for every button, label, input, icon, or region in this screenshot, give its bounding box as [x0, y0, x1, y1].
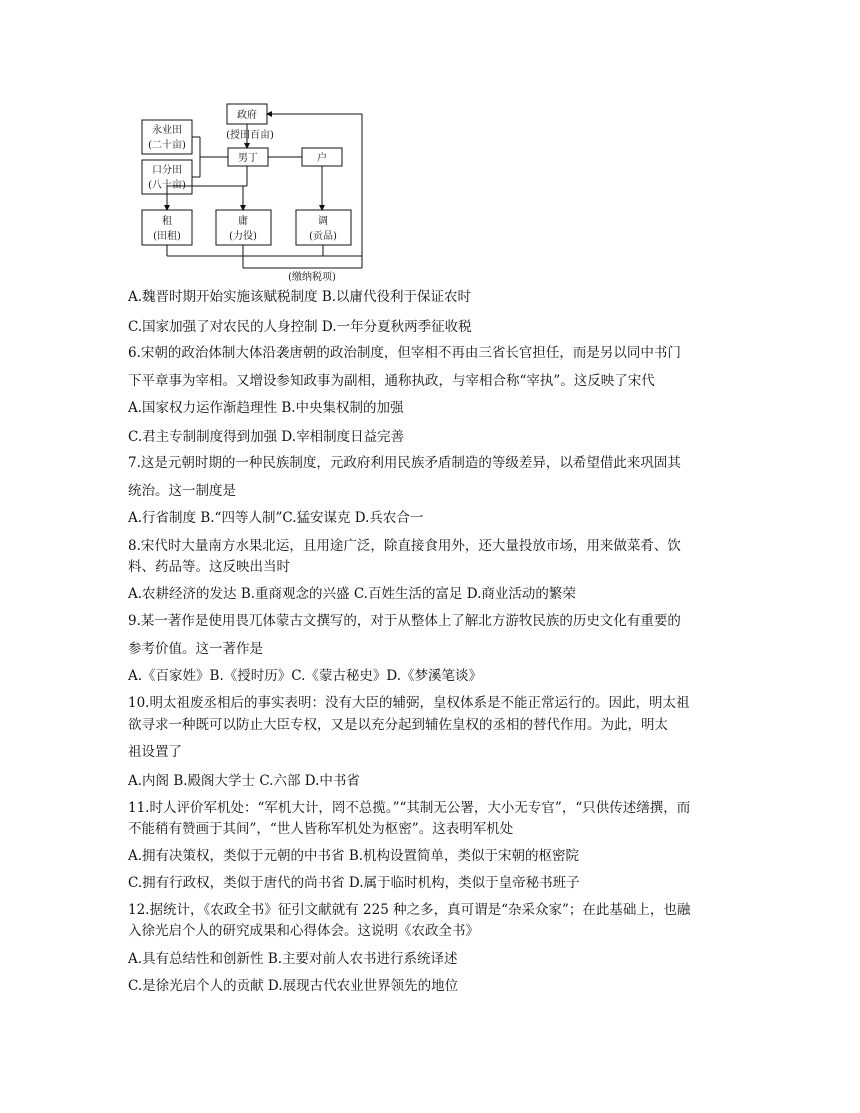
label-adult-male: 男丁: [238, 153, 258, 164]
label-zu-2: (田租): [153, 231, 181, 242]
text-line: 欲寻求一种既可以防止大臣专权，又是以充分起到辅佐皇权的丞相的替代作用。为此，明太: [128, 717, 668, 733]
text-line: C.是徐光启个人的贡献 D.展现古代农业世界领先的地位: [128, 978, 459, 994]
label-zu-1: 租: [162, 216, 172, 227]
label-perm-field-1: 永业田: [152, 125, 182, 136]
text-line: 7.这是元朝时期的一种民族制度，元政府利用民族矛盾制造的等级差异，以希望借此来巩固其: [128, 455, 681, 471]
text-line: 9.某一著作是使用畏兀体蒙古文撰写的，对于从整体上了解北方游牧民族的历史文化有重要的: [128, 613, 681, 629]
text-line: 10.明太祖废丞相后的事实表明：没有大臣的辅弼，皇权体系是不能正常运行的。因此，明太祖: [128, 695, 690, 711]
text-line: 参考价值。这一著作是: [128, 641, 263, 657]
text-line: 不能稍有赞画于其间”，“世人皆称军机处为枢密”。这表明军机处: [128, 821, 514, 837]
text-line: 6.宋朝的政治体制大体沿袭唐朝的政治制度，但宰相不再由三省长官担任，而是另以同中书门: [128, 345, 681, 361]
text-line: C.君主专制制度得到加强 D.宰相制度日益完善: [128, 429, 405, 445]
text-line: A.具有总结性和创新性 B.主要对前人农书进行系统译述: [128, 951, 458, 967]
label-household: 户: [317, 153, 327, 164]
text-line: C.国家加强了对农民的人身控制 D.一年分夏秋两季征收税: [128, 319, 472, 335]
text-line: A.国家权力运作渐趋理性 B.中央集权制的加强: [128, 400, 404, 416]
diagram-svg: [140, 98, 380, 284]
label-share-field-1: 口分田: [152, 165, 182, 176]
text-line: C.拥有行政权，类似于唐代的尚书省 D.属于临时机构，类似于皇帝秘书班子: [128, 875, 580, 891]
text-line: 统治。这一制度是: [128, 483, 236, 499]
label-tax: (缴纳税项): [288, 272, 336, 283]
text-line: 11.时人评价军机处：“军机大计，罔不总揽。”“其制无公署，大小无专官”，“只供传述缮撰，而: [128, 800, 691, 816]
text-line: A.内阁 B.殿阁大学士 C.六部 D.中书省: [128, 773, 360, 789]
text-line: 下平章事为宰相。又增设参知政事为副相，通称执政，与宰相合称“宰执”。这反映了宋代: [128, 373, 655, 389]
text-line: A.《百家姓》B.《授时历》C.《蒙古秘史》D.《梦溪笔谈》: [128, 668, 483, 684]
label-diao-2: (贡品): [309, 231, 337, 242]
label-yong-2: (力役): [229, 231, 257, 242]
tax-system-diagram: [140, 98, 380, 284]
label-perm-field-2: (二十亩): [148, 140, 186, 151]
text-line: A.农耕经济的发达 B.重商观念的兴盛 C.百姓生活的富足 D.商业活动的繁荣: [128, 586, 576, 602]
text-line: 入徐光启个人的研究成果和心得体会。这说明《农政全书》: [128, 923, 479, 939]
text-line: A.拥有决策权，类似于元朝的中书省 B.机构设置简单，类似于宋朝的枢密院: [128, 848, 580, 864]
label-share-field-2: (八十亩): [148, 180, 186, 191]
text-line: 祖设置了: [128, 744, 182, 760]
label-yong-1: 庸: [238, 216, 248, 227]
label-grant: (授田百亩): [226, 130, 274, 141]
text-line: 8.宋代时大量南方水果北运，且用途广泛，除直接食用外，还大量投放市场，用来做菜肴、饮: [128, 538, 681, 554]
text-line: A.魏晋时期开始实施该赋税制度 B.以庸代役利于保证农时: [128, 289, 472, 305]
label-government: 政府: [237, 110, 257, 121]
text-line: 12.据统计，《农政全书》征引文献就有 225 种之多，真可谓是“杂采众家”；在此基础上，也融: [128, 902, 691, 918]
label-diao-1: 调: [318, 216, 328, 227]
text-line: 料、药品等。这反映出当时: [128, 559, 290, 575]
text-line: A.行省制度 B.“四等人制”C.猛安谋克 D.兵农合一: [128, 510, 424, 526]
